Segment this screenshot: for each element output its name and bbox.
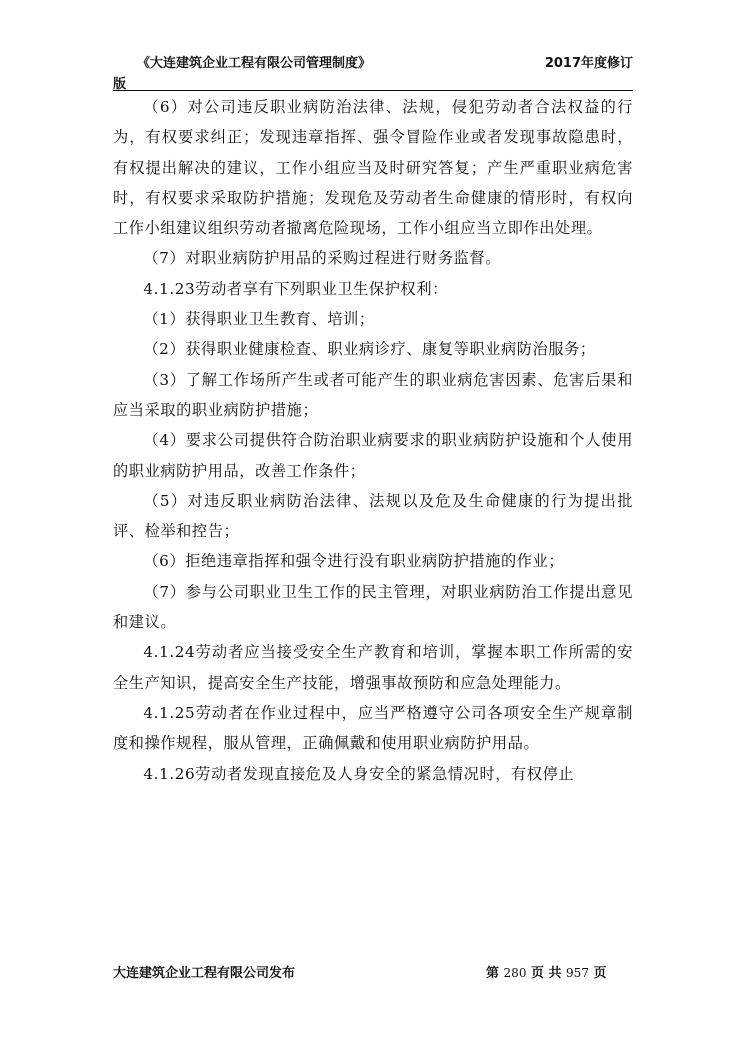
paragraph: （4）要求公司提供符合防治职业病要求的职业病防护设施和个人使用的职业病防护用品，改善工作条件； <box>113 431 633 480</box>
paragraph: 4.1.26劳动者发现直接危及人身安全的紧急情况时，有权停止 <box>143 764 575 783</box>
header-divider <box>113 90 633 91</box>
edition-label: 2017年度修订 <box>544 56 633 71</box>
page-prefix: 第 <box>486 966 500 981</box>
publisher-label: 大连建筑企业工程有限公司发布 <box>113 966 296 981</box>
page-suffix: 页 <box>593 966 607 981</box>
paragraph: （7）对职业病防护用品的采购过程进行财务监督。 <box>143 249 501 268</box>
page-total: 957 <box>566 966 589 980</box>
paragraph: 4.1.23劳动者享有下列职业卫生保护权利： <box>143 279 448 298</box>
paragraph: （6）拒绝违章指挥和强令进行没有职业病防护措施的作业； <box>143 552 565 571</box>
paragraph: 4.1.25劳动者在作业过程中，应当严格遵守公司各项安全生产规章制度和操作规程，服从管理，正确佩戴和使用职业病防护用品。 <box>113 703 633 753</box>
paragraph: （2）获得职业健康检查、职业病诊疗、康复等职业病防治服务； <box>143 340 596 359</box>
page-number <box>486 962 607 981</box>
paragraph: （5）对违反职业病防治法律、法规以及危及生命健康的行为提出批评、检举和控告； <box>113 491 633 541</box>
edition-label-continuation: 版 <box>113 77 127 92</box>
paragraph: （3）了解工作场所产生或者可能产生的职业病危害因素、危害后果和应当采取的职业病防护措施； <box>113 370 633 419</box>
paragraph: 4.1.24劳动者应当接受安全生产教育和培训，掌握本职工作所需的安全生产知识，提高安全生产技能，增强事故预防和应急处理能力。 <box>113 643 633 692</box>
page-current: 280 <box>503 966 527 980</box>
page-footer <box>113 962 633 982</box>
page-header <box>113 52 633 91</box>
paragraph: （7）参与公司职业卫生工作的民主管理，对职业病防治工作提出意见和建议。 <box>113 582 633 632</box>
page-middle: 页 共 <box>530 966 562 981</box>
paragraph: （6）对公司违反职业病防治法律、法规，侵犯劳动者合法权益的行为，有权要求纠正；发现违章指挥、强令冒险作业或者发现事故隐患时，有权提出解决的建议，工作小组应当及时研究答复；产生严重职业病危害时，有权要求采取防护措施；发现危及劳动者生命健康的情形时，有权向工作小组建议组织劳动者撤离危险现场，工作小组应当立即作出处理。 <box>113 98 633 238</box>
document-title: 《大连建筑企业工程有限公司管理制度》 <box>137 56 372 71</box>
paragraph: （1）获得职业卫生教育、培训； <box>143 310 375 329</box>
document-body <box>113 92 633 789</box>
